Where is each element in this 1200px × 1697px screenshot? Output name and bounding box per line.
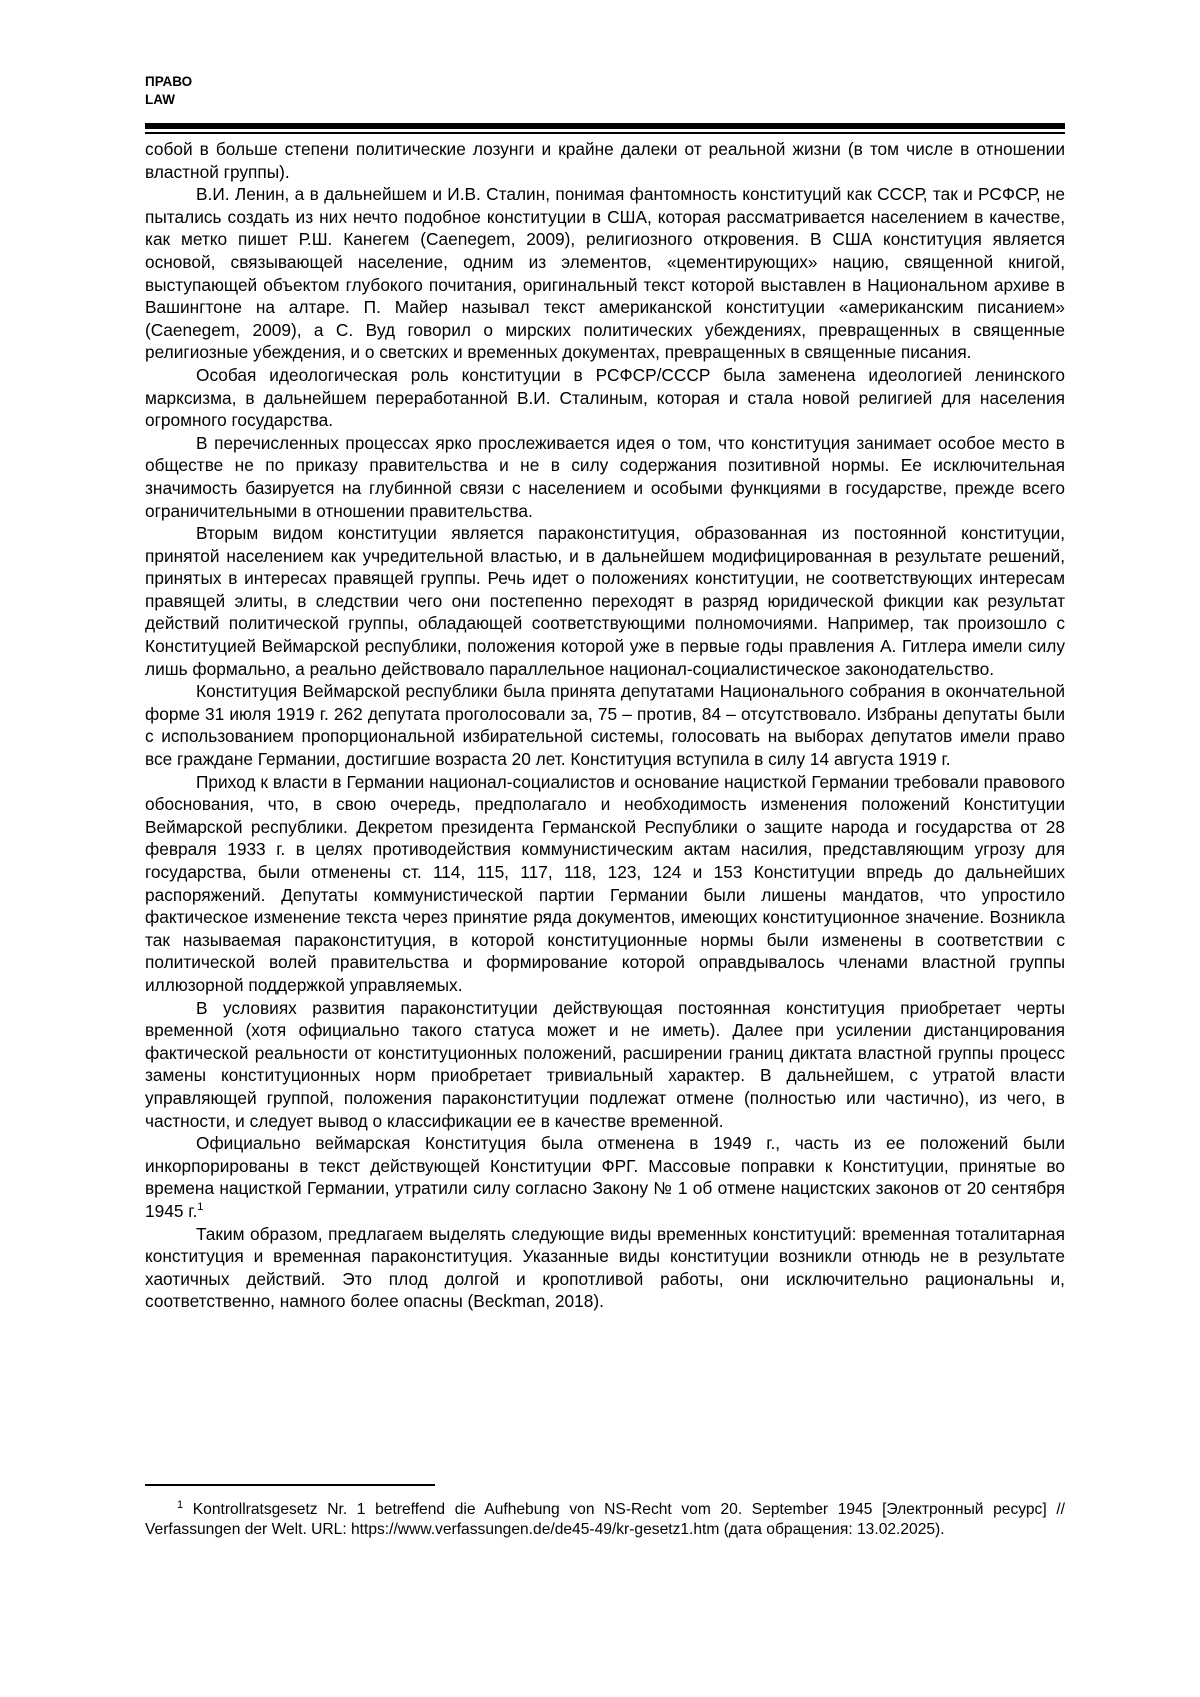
article-body bbox=[145, 138, 1065, 1313]
paragraph-4: В перечисленных процессах ярко прослеживается идея о том, что конституция занимает особое место в обществе не по приказу правительства и не в силу содержания позитивной нормы. Ее исключительная значимость базируется на глубинной связи с населением и особыми функциями в государстве, прежде всего ограничительными в отношении правительства. bbox=[145, 432, 1065, 521]
paragraph-9-text: Официально веймарская Конституция была отменена в 1949 г., часть из ее положений были инкорпорированы в текст действующей Конституции ФРГ. Массовые поправки к Конституции, принятые во времена нацисткой Германии, утратили силу согласно Закону № 1 об отмене нацистских законов от 20 сентября 1945 г. bbox=[145, 1133, 1065, 1221]
paragraph-8: В условиях развития параконституции действующая постоянная конституция приобретает черты временной (хотя официально такого статуса может и не иметь). Далее при усилении дистанцирования фактической реальности от конституционных положений, расширении границ диктата властной группы процесс замены конституционных норм приобретает тривиальный характер. В дальнейшем, с утратой власти управляющей группой, положения параконституции подлежат отмене (полностью или частично), из чего, в частности, и следует вывод о классификации ее в качестве временной. bbox=[145, 997, 1065, 1131]
footnote-separator bbox=[145, 1484, 435, 1486]
paragraph-10: Таким образом, предлагаем выделять следующие виды временных конституций: временная тоталитарная конституция и временная параконституция. Указанные виды конституции возникли отнюдь не в результате хаотичных действий. Это плод долгой и кропотливой работы, они исключительно рациональны и, соответственно, намного более опасны (Beckman, 2018). bbox=[145, 1223, 1065, 1312]
header-rule-thin bbox=[145, 132, 1065, 134]
paragraph-1: собой в больше степени политические лозунги и крайне далеки от реальной жизни (в том числе в отношении властной группы). bbox=[145, 139, 1065, 182]
paragraph-7: Приход к власти в Германии национал-социалистов и основание нацисткой Германии требовали правового обоснования, что, в свою очередь, предполагало и необходимость изменения положений Конституции Веймарской республики. Декретом президента Германской Республики о защите народа и государства от 28 февраля 1933 г. в целях противодействия коммунистическим актам насилия, представляющим угрозу для государства, были отменены ст. 114, 115, 117, 118, 123, 124 и 153 Конституции впредь до дальнейших распоряжений. Депутаты коммунистической партии Германии были лишены мандатов, что упростило фактическое изменение текста через принятие ряда документов, имеющих конституционное значение. Возникла так называемая параконституция, в которой конституционные нормы были изменены в соответствии с политической волей правительства и формирование которой оправдывалось членами властной группы иллюзорной поддержкой управляемых. bbox=[145, 771, 1065, 995]
header-title-ru: ПРАВО bbox=[145, 74, 193, 89]
paragraph-9 bbox=[145, 1132, 1065, 1222]
footnote-marker: 1 bbox=[177, 1498, 184, 1511]
footnote bbox=[145, 1500, 1065, 1540]
footnote-text: Kontrollratsgesetz Nr. 1 betreffend die Aufhebung von NS-Recht vom 20. September 1945 [Электронный ресурс] // Verfassungen der Welt. URL: https://www.verfassungen.de/de45-49/kr-gesetz1.htm (дата обращения: 13.02.2025). bbox=[145, 1501, 1065, 1538]
paragraph-3: Особая идеологическая роль конституции в РСФСР/СССР была заменена идеологией ленинского марксизма, в дальнейшем переработанной В.И. Сталиным, которая и стала новой религией для населения огромного государства. bbox=[145, 364, 1065, 431]
footnote-reference[interactable]: 1 bbox=[197, 1201, 204, 1214]
header-title-en: LAW bbox=[145, 92, 175, 107]
paragraph-6: Конституция Веймарской республики была принята депутатами Национального собрания в окончательной форме 31 июля 1919 г. 262 депутата проголосовали за, 75 – против, 84 – отсутствовало. Избраны депутаты были с использованием пропорциональной избирательной системы, голосовать на выборах депутатов имели право все граждане Германии, достигшие возраста 20 лет. Конституция вступила в силу 14 августа 1919 г. bbox=[145, 681, 1065, 770]
header-rule-thick bbox=[145, 123, 1065, 129]
paragraph-5: Вторым видом конституции является параконституция, образованная из постоянной конституции, принятой населением как учредительной властью, и в дальнейшем модифицированная в результате решений, принятых в интересах правящей группы. Речь идет о положениях конституции, не соответствующих интересам правящей элиты, в следствии чего они постепенно переходят в разряд юридической фикции как результат действий политической группы, обладающей соответствующими полномочиями. Например, так произошло с Конституцией Веймарской республики, положения которой уже в первые годы правления А. Гитлера имели силу лишь формально, а реально действовало параллельное национал-социалистическое законодательство. bbox=[145, 523, 1065, 679]
paragraph-2: В.И. Ленин, а в дальнейшем и И.В. Сталин, понимая фантомность конституций как СССР, так и РСФСР, не пытались создать из них нечто подобное конституции в США, которая рассматривается населением в качестве, как метко пишет Р.Ш. Канегем (Caenegem, 2009), религиозного откровения. В США конституция является основой, связывающей население, одним из элементов, «цементирующих» нацию, священной книгой, выступающей объектом глубокого почитания, оригинальный текст которой выставлен в Национальном архиве в Вашингтоне на алтаре. П. Майер называл текст американской конституции «американским писанием» (Caenegem, 2009), а С. Вуд говорил о мирских политических убеждениях, превращенных в священные религиозные убеждения, и о светских и временных документах, превращенных в священные писания. bbox=[145, 184, 1065, 363]
journal-header bbox=[145, 73, 192, 109]
